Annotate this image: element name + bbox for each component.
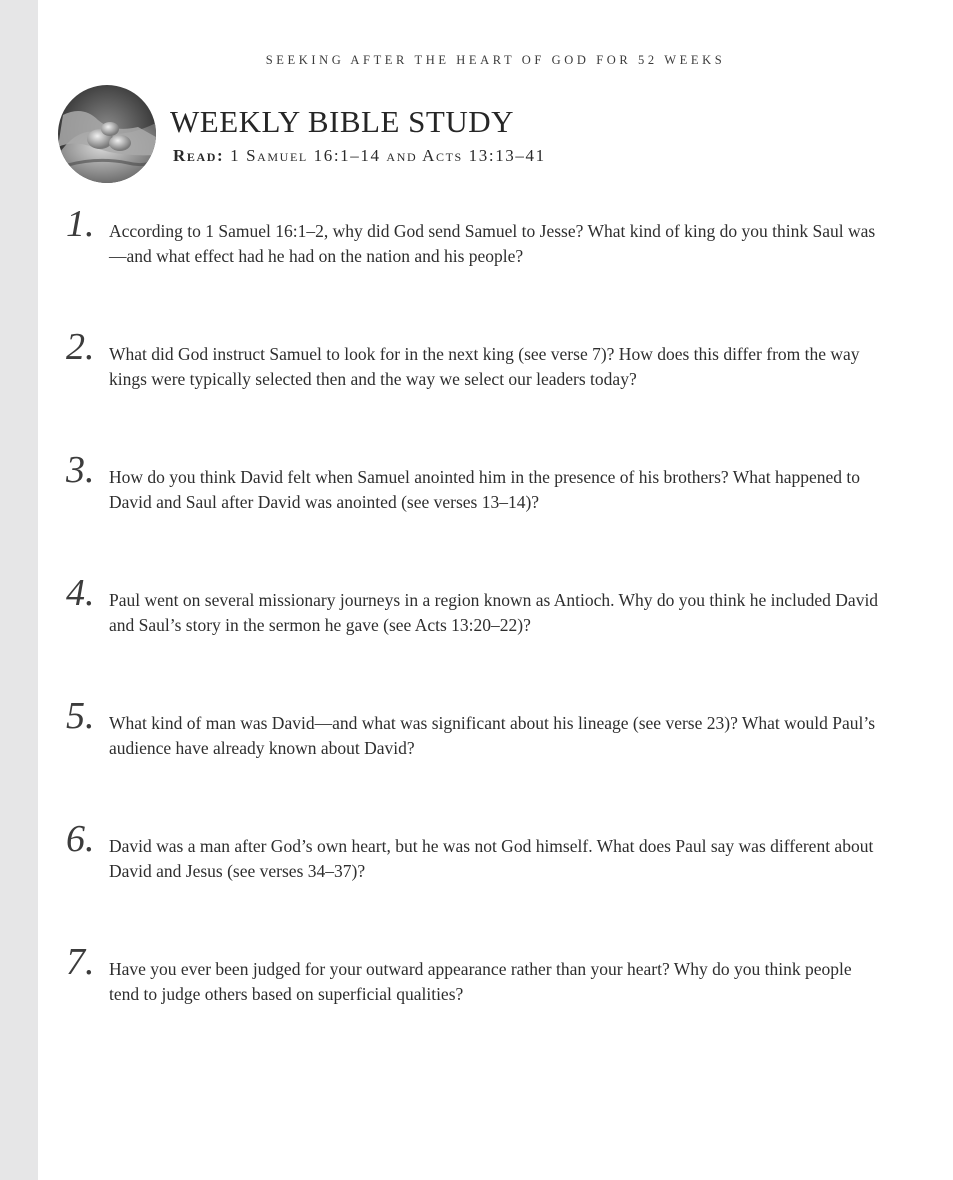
question-text: What kind of man was David—and what was significant about his lineage (see verse 23)? What would Paul’s audience have already known about David? [109,713,876,758]
read-label: Read: [173,146,225,165]
read-passage: 1 Samuel 16:1–14 and Acts 13:13–41 [230,146,546,165]
question-text: David was a man after God’s own heart, but he was not God himself. What does Paul say was different about David and Jesus (see verses 34–37)? [109,836,874,881]
question-text: Have you ever been judged for your outward appearance rather than your heart? Why do you think people tend to judge others based on superficial qualities? [109,959,852,1004]
question-number: 7. [66,941,95,983]
reading-assignment [173,147,546,164]
question-text: What did God instruct Samuel to look for in the next king (see verse 7)? How does this differ from the way kings were typically selected then and the way we select our leaders today? [109,344,860,389]
question-text: Paul went on several missionary journeys in a region known as Antioch. Why do you think he included David and Saul’s story in the sermon he gave (see Acts 13:20–22)? [109,590,879,635]
question-text: According to 1 Samuel 16:1–2, why did God send Samuel to Jesse? What kind of king do you think Saul was—and what effect had he had on the nation and his people? [109,221,876,266]
hands-holding-stones-photo [58,85,156,183]
question-number: 6. [66,818,95,860]
question-number: 1. [66,203,95,245]
question-number: 3. [66,449,95,491]
page-gutter [0,0,38,1180]
question-number: 4. [66,572,95,614]
question-number: 2. [66,326,95,368]
question-text: How do you think David felt when Samuel anointed him in the presence of his brothers? What happened to David and Saul after David was anointed (see verses 13–14)? [109,467,861,512]
running-head: SEEKING AFTER THE HEART OF GOD FOR 52 WEEKS [265,53,726,67]
question-number: 5. [66,695,95,737]
study-title: WEEKLY BIBLE STUDY [170,104,514,139]
